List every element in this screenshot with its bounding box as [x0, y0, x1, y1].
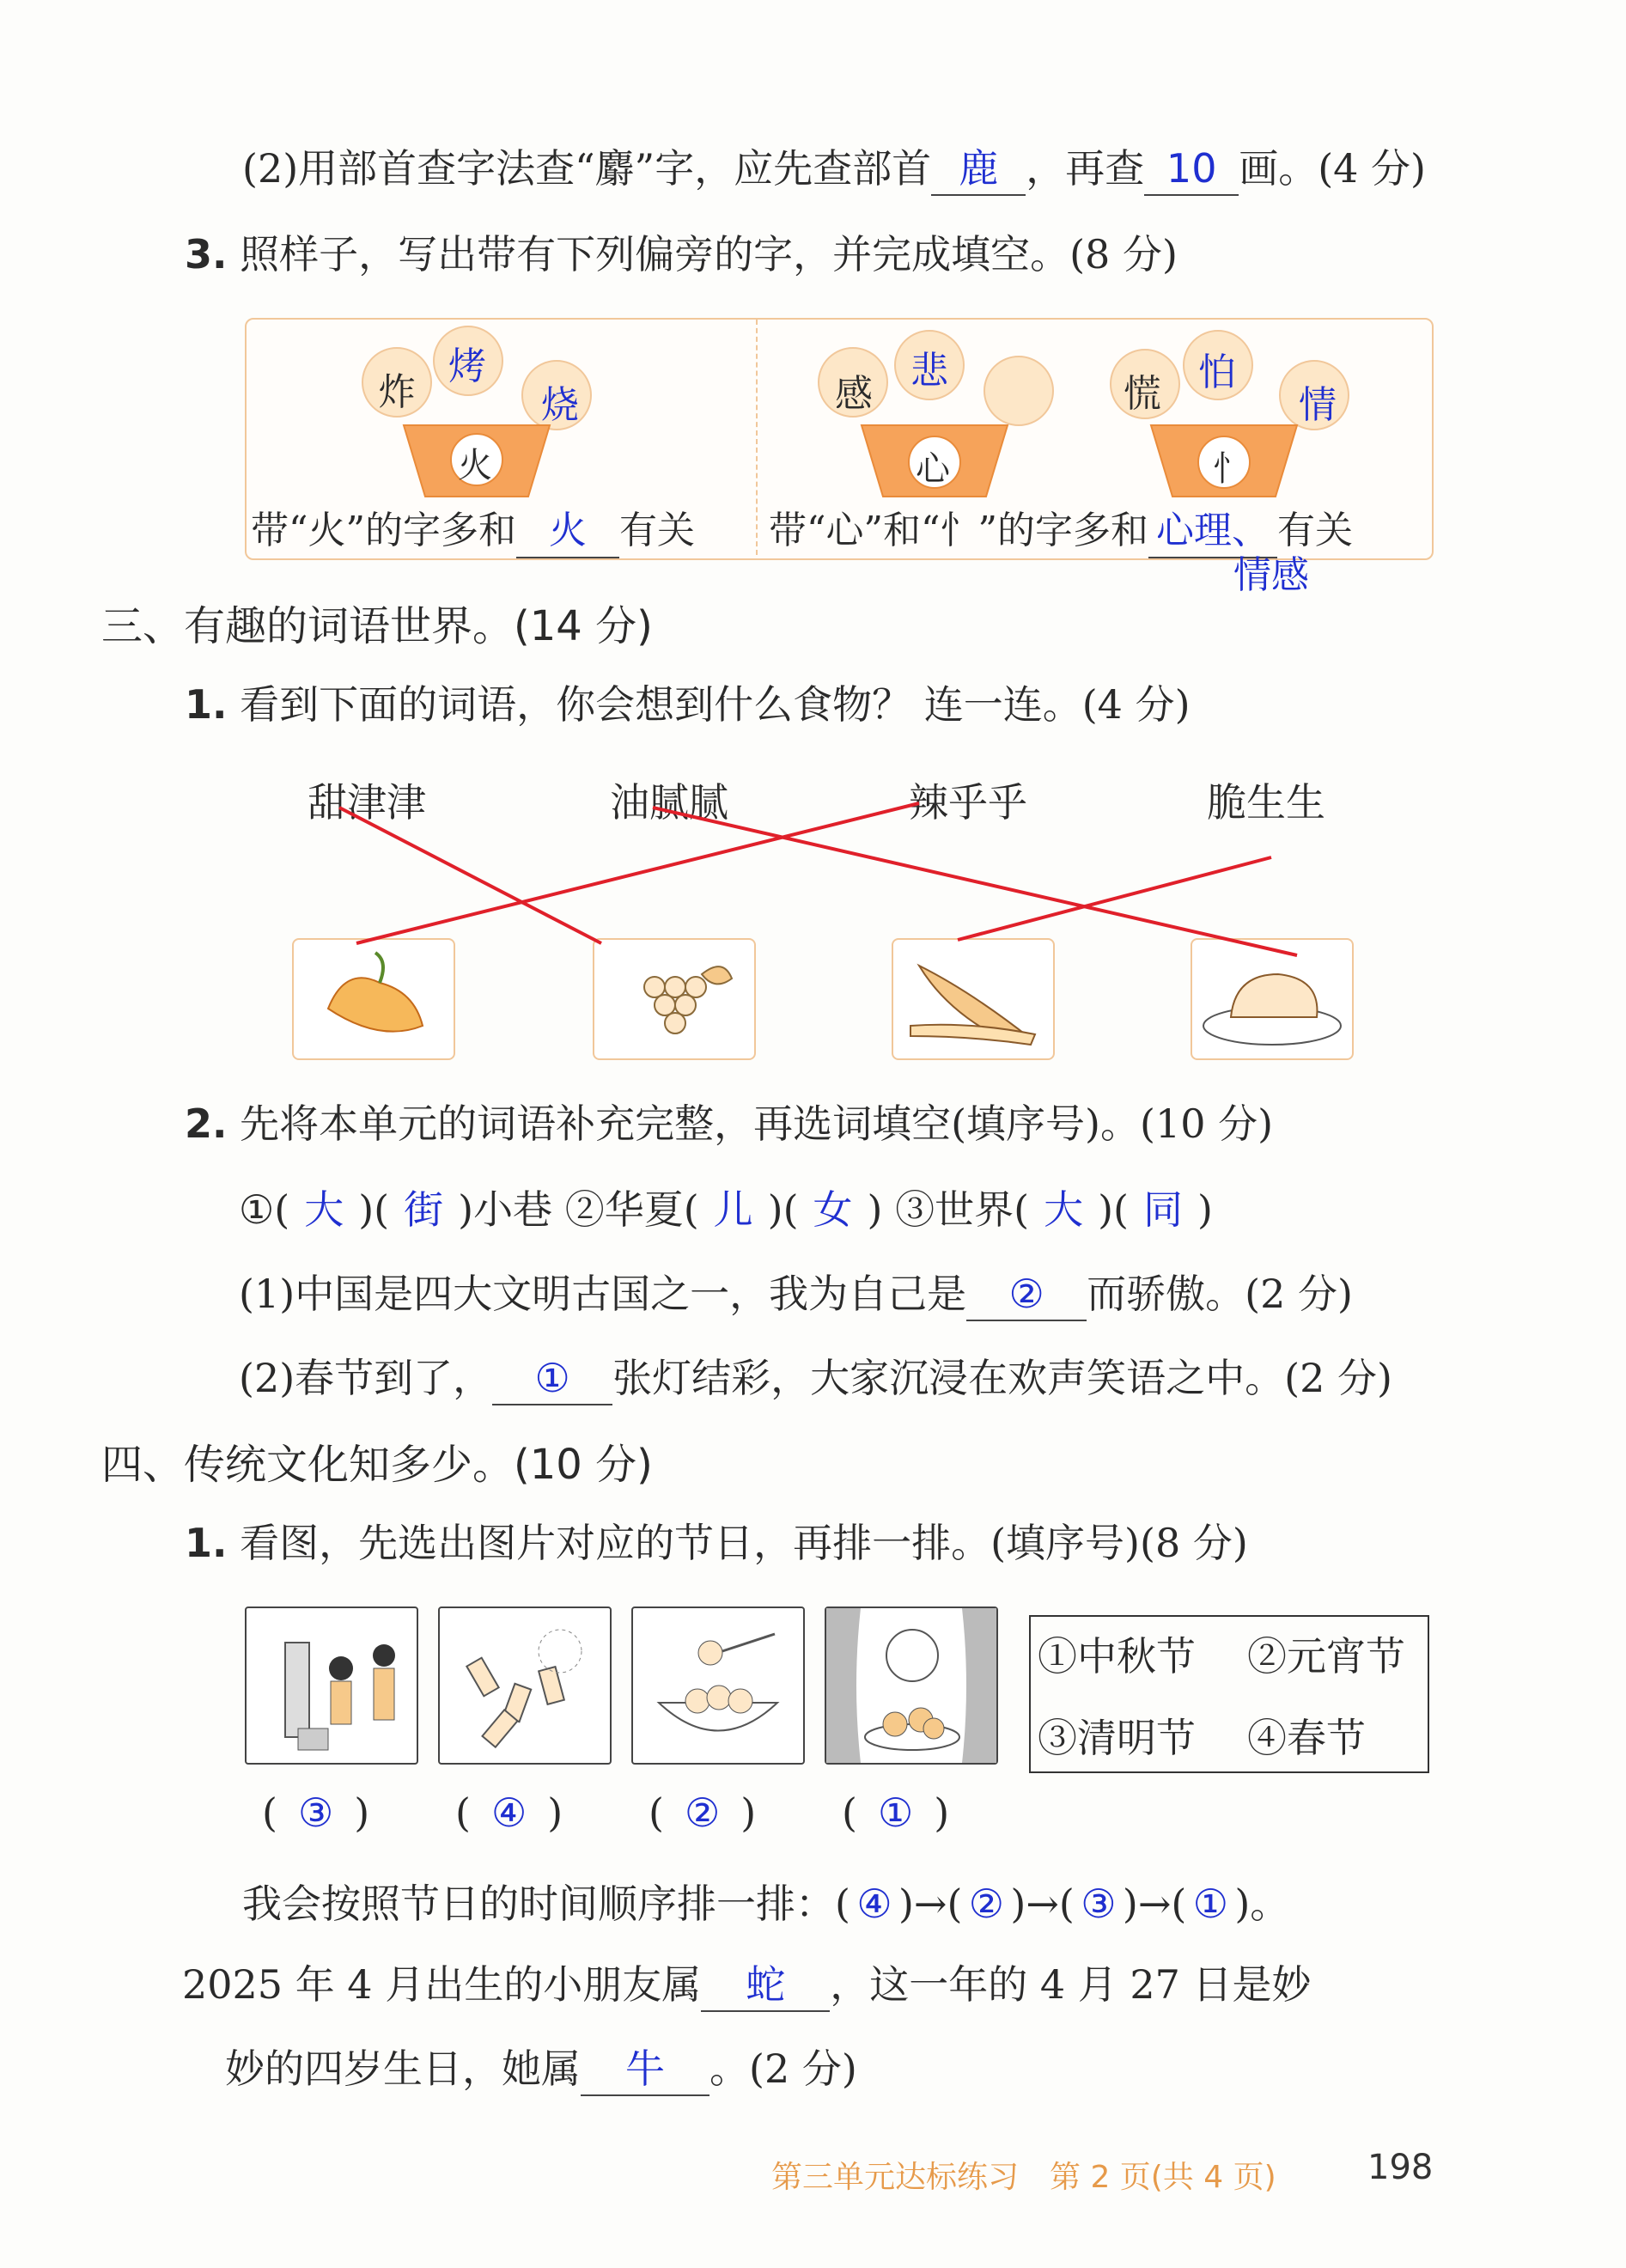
sub-question-2: (2)春节到了， ① 张灯结彩，大家沉浸在欢声笑语之中。(2 分) [239, 1352, 1392, 1405]
answer-order-1[interactable]: ④ [856, 1881, 892, 1927]
answer-xin-1[interactable]: 悲 [910, 349, 948, 393]
answer-shu-1[interactable]: 怕 [1198, 351, 1236, 394]
s3-q1-prompt: 1. 看到下面的词语，你会想到什么食物？ 连一连。(4 分) [185, 681, 1191, 728]
answer-zodiac-2[interactable]: 牛 [581, 2043, 709, 2096]
legend-a: ①中秋节 [1038, 1633, 1196, 1680]
word-3: 辣乎乎 [909, 779, 1027, 826]
answer-huo-1[interactable]: 烤 [448, 344, 486, 388]
festival-answer-3: ( ② ) [649, 1787, 756, 1838]
s3-q2-prompt: 2. 先将本单元的词语补充完整，再选词填空(填序号)。(10 分) [185, 1100, 1274, 1147]
answer-festival-2[interactable]: ④ [490, 1789, 527, 1836]
match-line-4 [958, 857, 1271, 940]
festival-legend [1029, 1615, 1429, 1773]
festival-pic-spring [438, 1606, 612, 1765]
legend-b: ②元宵节 [1247, 1633, 1405, 1680]
box-fill-right: 带“心”和“忄”的字多和 心理、 有关 [769, 505, 1353, 558]
answer-sub2[interactable]: ① [492, 1352, 612, 1405]
answer-sub1[interactable]: ② [966, 1268, 1087, 1321]
answer-festival-1[interactable]: ③ [297, 1789, 334, 1836]
mooncake-icon [826, 1608, 996, 1763]
answer-huo-2[interactable]: 烧 [541, 383, 579, 427]
answer-festival-3[interactable]: ② [684, 1789, 721, 1836]
given-char-xin: 感 [835, 372, 873, 416]
radical-xin: 心 [916, 449, 950, 489]
radical-huo: 火 [458, 446, 492, 485]
festival-pic-mid-autumn [825, 1606, 998, 1765]
legend-d: ④春节 [1247, 1715, 1366, 1761]
word-2: 油腻腻 [610, 779, 728, 826]
firecracker-icon [440, 1608, 610, 1763]
radical-shu: 忄 [1213, 449, 1247, 489]
answer-fill-1[interactable]: 大 [304, 1186, 344, 1233]
word-4: 脆生生 [1207, 779, 1325, 826]
section-3-title: 三、有趣的词语世界。(14 分) [101, 602, 653, 650]
match-line-2 [356, 803, 919, 943]
word-fill-line: ①( 大 )( 街 )小巷 ②华夏( 儿 )( 女 ) ③世界( 大 )( 同 ) [239, 1184, 1213, 1235]
answer-order-4[interactable]: ① [1192, 1881, 1228, 1927]
answer-fill-6[interactable]: 同 [1142, 1186, 1183, 1233]
answer-fill-4[interactable]: 女 [813, 1186, 853, 1233]
answer-radical[interactable]: 鹿 [931, 143, 1026, 196]
answer-box-right-2[interactable]: 情感 [1233, 553, 1309, 597]
tangyuan-icon [633, 1608, 803, 1763]
word-1: 甜津津 [308, 779, 426, 826]
festival-answer-2: ( ④ ) [455, 1787, 563, 1838]
page-number: 198 [1367, 2148, 1434, 2187]
box-fill-left: 带“火”的字多和 火 有关 [251, 505, 695, 558]
q3-prompt: 3. 照样子，写出带有下列偏旁的字，并完成填空。(8 分) [185, 231, 1178, 277]
answer-order-3[interactable]: ③ [1081, 1881, 1117, 1927]
answer-box-right-1[interactable]: 心理、 [1148, 505, 1277, 558]
given-char-huo: 炸 [378, 370, 416, 414]
sub-question-1: (1)中国是四大文明古国之一，我为自己是 ② 而骄傲。(2 分) [239, 1268, 1353, 1321]
answer-shu-2[interactable]: 情 [1299, 383, 1337, 427]
festival-answer-4: ( ① ) [842, 1787, 949, 1838]
answer-fill-5[interactable]: 大 [1044, 1186, 1084, 1233]
footer-text: 第三单元达标练习 第 2 页(共 4 页) [771, 2160, 1276, 2195]
festival-pic-tomb-sweeping [245, 1606, 418, 1765]
given-char-shu: 慌 [1124, 372, 1161, 416]
answer-strokes[interactable]: 10 [1144, 143, 1239, 196]
s4-q1-prompt: 1. 看图，先选出图片对应的节日，再排一排。(填序号)(8 分) [185, 1520, 1248, 1566]
answer-zodiac-1[interactable]: 蛇 [701, 1959, 830, 2012]
s4-q2-line1: 2025 年 4 月出生的小朋友属 蛇 ，这一年的 4 月 27 日是妙 [182, 1959, 1312, 2012]
matching-lines [0, 0, 1626, 1117]
festival-pic-lantern [631, 1606, 805, 1765]
answer-order-2[interactable]: ② [968, 1881, 1005, 1927]
answer-festival-4[interactable]: ① [877, 1789, 914, 1836]
answer-fill-2[interactable]: 街 [404, 1186, 444, 1233]
tomb-sweeping-icon [247, 1608, 417, 1763]
answer-box-left[interactable]: 火 [516, 505, 619, 558]
q2-part2: (2)用部首查字法查“麝”字，应先查部首 鹿 ，再查 10 画。(4 分) [242, 143, 1426, 196]
festival-order-line: 我会按照节日的时间顺序排一排：( ④ )→( ② )→( ③ )→( ① )。 [242, 1878, 1289, 1930]
answer-fill-3[interactable]: 儿 [713, 1186, 753, 1233]
match-line-1 [339, 808, 601, 943]
s4-q2-line2: 妙的四岁生日，她属 牛 。(2 分) [225, 2043, 857, 2096]
festival-answer-1: ( ③ ) [262, 1787, 369, 1838]
match-line-3 [653, 808, 1297, 955]
legend-c: ③清明节 [1038, 1715, 1196, 1761]
section-4-title: 四、传统文化知多少。(10 分) [101, 1441, 653, 1489]
